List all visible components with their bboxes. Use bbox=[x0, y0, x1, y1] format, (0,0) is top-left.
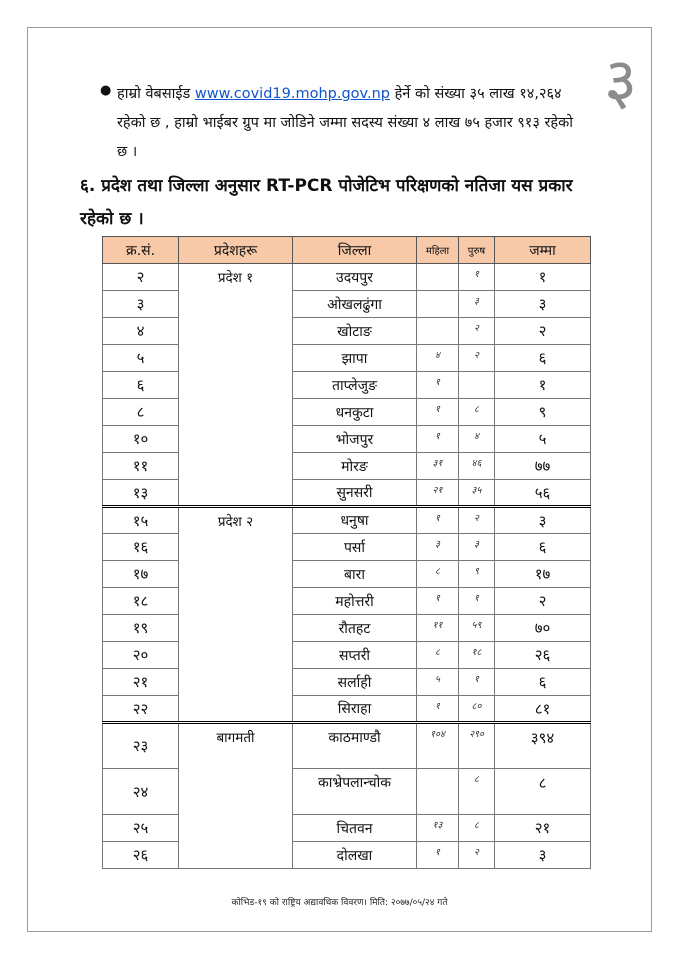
table-row bbox=[103, 345, 591, 372]
male-count-cell: ९ bbox=[459, 561, 495, 588]
serial-number-cell: ३ bbox=[103, 291, 179, 318]
district-cell: पर्सा bbox=[293, 534, 417, 561]
district-cell: ताप्लेजुङ bbox=[293, 372, 417, 399]
serial-number-cell: २५ bbox=[103, 815, 179, 842]
header-sn: क्र.सं. bbox=[103, 237, 179, 264]
district-cell: धनुषा bbox=[293, 507, 417, 534]
district-cell: महोत्तरी bbox=[293, 588, 417, 615]
serial-number-cell: २२ bbox=[103, 696, 179, 723]
district-results-table bbox=[102, 236, 591, 869]
page-footer: कोभिड-१९ को राष्ट्रिय अद्यावधिक विवरण। मिति: २०७७/०५/२४ गते bbox=[231, 898, 448, 908]
female-count-cell: १ bbox=[417, 507, 459, 534]
header-district: जिल्ला bbox=[293, 237, 417, 264]
total-count-cell: ६ bbox=[495, 669, 591, 696]
district-cell: काभ्रेपलान्चोक bbox=[293, 769, 417, 815]
table-row bbox=[103, 399, 591, 426]
table-row bbox=[103, 842, 591, 869]
table-row bbox=[103, 264, 591, 291]
total-count-cell: ६ bbox=[495, 345, 591, 372]
female-count-cell: ४ bbox=[417, 345, 459, 372]
paragraph-prefix: हाम्रो वेबसाईड bbox=[117, 86, 195, 102]
table-row bbox=[103, 723, 591, 769]
page-number: ३ bbox=[604, 45, 638, 119]
table-row bbox=[103, 534, 591, 561]
table-header-row bbox=[103, 237, 591, 264]
district-cell: सुनसरी bbox=[293, 480, 417, 507]
table-row bbox=[103, 318, 591, 345]
province-cell: प्रदेश २ bbox=[179, 507, 293, 723]
male-count-cell: १ bbox=[459, 588, 495, 615]
paragraph-suffix: हेर्ने को संख्या ३५ लाख १४,२६४ रहेको छ , हाम्रो भाईबर ग्रुप मा जोडिने जम्मा सदस्य संख्या ४ लाख ७५ हजार ९१३ रहेको छ । bbox=[117, 86, 573, 160]
male-count-cell: ५९ bbox=[459, 615, 495, 642]
female-count-cell: १ bbox=[417, 588, 459, 615]
total-count-cell: ७७ bbox=[495, 453, 591, 480]
male-count-cell: १ bbox=[459, 669, 495, 696]
serial-number-cell: २० bbox=[103, 642, 179, 669]
total-count-cell: २१ bbox=[495, 815, 591, 842]
total-count-cell: ३९४ bbox=[495, 723, 591, 769]
male-count-cell: १८ bbox=[459, 642, 495, 669]
table-body bbox=[103, 264, 591, 869]
female-count-cell bbox=[417, 291, 459, 318]
male-count-cell: ३५ bbox=[459, 480, 495, 507]
total-count-cell: २ bbox=[495, 318, 591, 345]
female-count-cell bbox=[417, 264, 459, 291]
total-count-cell: १ bbox=[495, 264, 591, 291]
serial-number-cell: ८ bbox=[103, 399, 179, 426]
table-row bbox=[103, 480, 591, 507]
district-cell: दोलखा bbox=[293, 842, 417, 869]
male-count-cell: ८ bbox=[459, 769, 495, 815]
serial-number-cell: ४ bbox=[103, 318, 179, 345]
table-row bbox=[103, 588, 591, 615]
serial-number-cell: ६ bbox=[103, 372, 179, 399]
district-cell: उदयपुर bbox=[293, 264, 417, 291]
total-count-cell: १ bbox=[495, 372, 591, 399]
table-row bbox=[103, 615, 591, 642]
district-cell: सर्लाही bbox=[293, 669, 417, 696]
serial-number-cell: २३ bbox=[103, 723, 179, 769]
female-count-cell: ११ bbox=[417, 615, 459, 642]
table-row bbox=[103, 372, 591, 399]
website-link[interactable]: www.covid19.mohp.gov.np bbox=[194, 86, 390, 102]
male-count-cell: ३ bbox=[459, 534, 495, 561]
header-male: पुरुष bbox=[459, 237, 495, 264]
male-count-cell: २९० bbox=[459, 723, 495, 769]
table-row bbox=[103, 815, 591, 842]
female-count-cell: ३१ bbox=[417, 453, 459, 480]
serial-number-cell: २ bbox=[103, 264, 179, 291]
male-count-cell: १ bbox=[459, 264, 495, 291]
district-cell: धनकुटा bbox=[293, 399, 417, 426]
table-row bbox=[103, 453, 591, 480]
serial-number-cell: १० bbox=[103, 426, 179, 453]
district-cell: बारा bbox=[293, 561, 417, 588]
male-count-cell: ४ bbox=[459, 426, 495, 453]
male-count-cell: ८० bbox=[459, 696, 495, 723]
serial-number-cell: १९ bbox=[103, 615, 179, 642]
district-cell: काठमाण्डौ bbox=[293, 723, 417, 769]
total-count-cell: २६ bbox=[495, 642, 591, 669]
male-count-cell: २ bbox=[459, 842, 495, 869]
female-count-cell: १ bbox=[417, 426, 459, 453]
female-count-cell: २१ bbox=[417, 480, 459, 507]
serial-number-cell: १७ bbox=[103, 561, 179, 588]
female-count-cell: ८ bbox=[417, 561, 459, 588]
serial-number-cell: २४ bbox=[103, 769, 179, 815]
male-count-cell bbox=[459, 372, 495, 399]
district-cell: सप्तरी bbox=[293, 642, 417, 669]
table-row bbox=[103, 669, 591, 696]
serial-number-cell: २१ bbox=[103, 669, 179, 696]
district-cell: चितवन bbox=[293, 815, 417, 842]
serial-number-cell: १५ bbox=[103, 507, 179, 534]
header-province: प्रदेशहरू bbox=[179, 237, 293, 264]
district-cell: रौतहट bbox=[293, 615, 417, 642]
female-count-cell: ३ bbox=[417, 534, 459, 561]
male-count-cell: २ bbox=[459, 345, 495, 372]
male-count-cell: ८ bbox=[459, 815, 495, 842]
serial-number-cell: ११ bbox=[103, 453, 179, 480]
total-count-cell: ७० bbox=[495, 615, 591, 642]
male-count-cell: ३ bbox=[459, 291, 495, 318]
total-count-cell: ३ bbox=[495, 507, 591, 534]
table-row bbox=[103, 561, 591, 588]
female-count-cell bbox=[417, 769, 459, 815]
total-count-cell: ५ bbox=[495, 426, 591, 453]
total-count-cell: १७ bbox=[495, 561, 591, 588]
female-count-cell: १ bbox=[417, 399, 459, 426]
table-row bbox=[103, 696, 591, 723]
female-count-cell: १ bbox=[417, 696, 459, 723]
header-female: महिला bbox=[417, 237, 459, 264]
province-cell: बागमती bbox=[179, 723, 293, 869]
district-cell: सिराहा bbox=[293, 696, 417, 723]
total-count-cell: २ bbox=[495, 588, 591, 615]
district-cell: खोटाङ bbox=[293, 318, 417, 345]
total-count-cell: ३ bbox=[495, 842, 591, 869]
male-count-cell: ४६ bbox=[459, 453, 495, 480]
section-heading: ६. प्रदेश तथा जिल्ला अनुसार RT-PCR पोजेटिभ परिक्षणको नतिजा यस प्रकार रहेको छ । bbox=[80, 176, 573, 229]
total-count-cell: ८ bbox=[495, 769, 591, 815]
female-count-cell bbox=[417, 318, 459, 345]
serial-number-cell: १६ bbox=[103, 534, 179, 561]
male-count-cell: २ bbox=[459, 318, 495, 345]
female-count-cell: ५ bbox=[417, 669, 459, 696]
female-count-cell: १ bbox=[417, 372, 459, 399]
serial-number-cell: २६ bbox=[103, 842, 179, 869]
table-row bbox=[103, 642, 591, 669]
district-cell: ओखलढुंगा bbox=[293, 291, 417, 318]
table-row bbox=[103, 426, 591, 453]
male-count-cell: २ bbox=[459, 507, 495, 534]
total-count-cell: ९ bbox=[495, 399, 591, 426]
female-count-cell: १ bbox=[417, 842, 459, 869]
district-cell: भोजपुर bbox=[293, 426, 417, 453]
table-row bbox=[103, 769, 591, 815]
bullet-paragraph bbox=[117, 80, 587, 167]
female-count-cell: १३ bbox=[417, 815, 459, 842]
serial-number-cell: १८ bbox=[103, 588, 179, 615]
district-cell: मोरङ bbox=[293, 453, 417, 480]
header-total: जम्मा bbox=[495, 237, 591, 264]
female-count-cell: १०४ bbox=[417, 723, 459, 769]
total-count-cell: ८१ bbox=[495, 696, 591, 723]
male-count-cell: ८ bbox=[459, 399, 495, 426]
table-row bbox=[103, 507, 591, 534]
serial-number-cell: ५ bbox=[103, 345, 179, 372]
serial-number-cell: १३ bbox=[103, 480, 179, 507]
bullet-dot: ● bbox=[100, 83, 112, 98]
female-count-cell: ८ bbox=[417, 642, 459, 669]
total-count-cell: ३ bbox=[495, 291, 591, 318]
table-row bbox=[103, 291, 591, 318]
district-cell: झापा bbox=[293, 345, 417, 372]
total-count-cell: ६ bbox=[495, 534, 591, 561]
province-cell: प्रदेश १ bbox=[179, 264, 293, 507]
total-count-cell: ५६ bbox=[495, 480, 591, 507]
